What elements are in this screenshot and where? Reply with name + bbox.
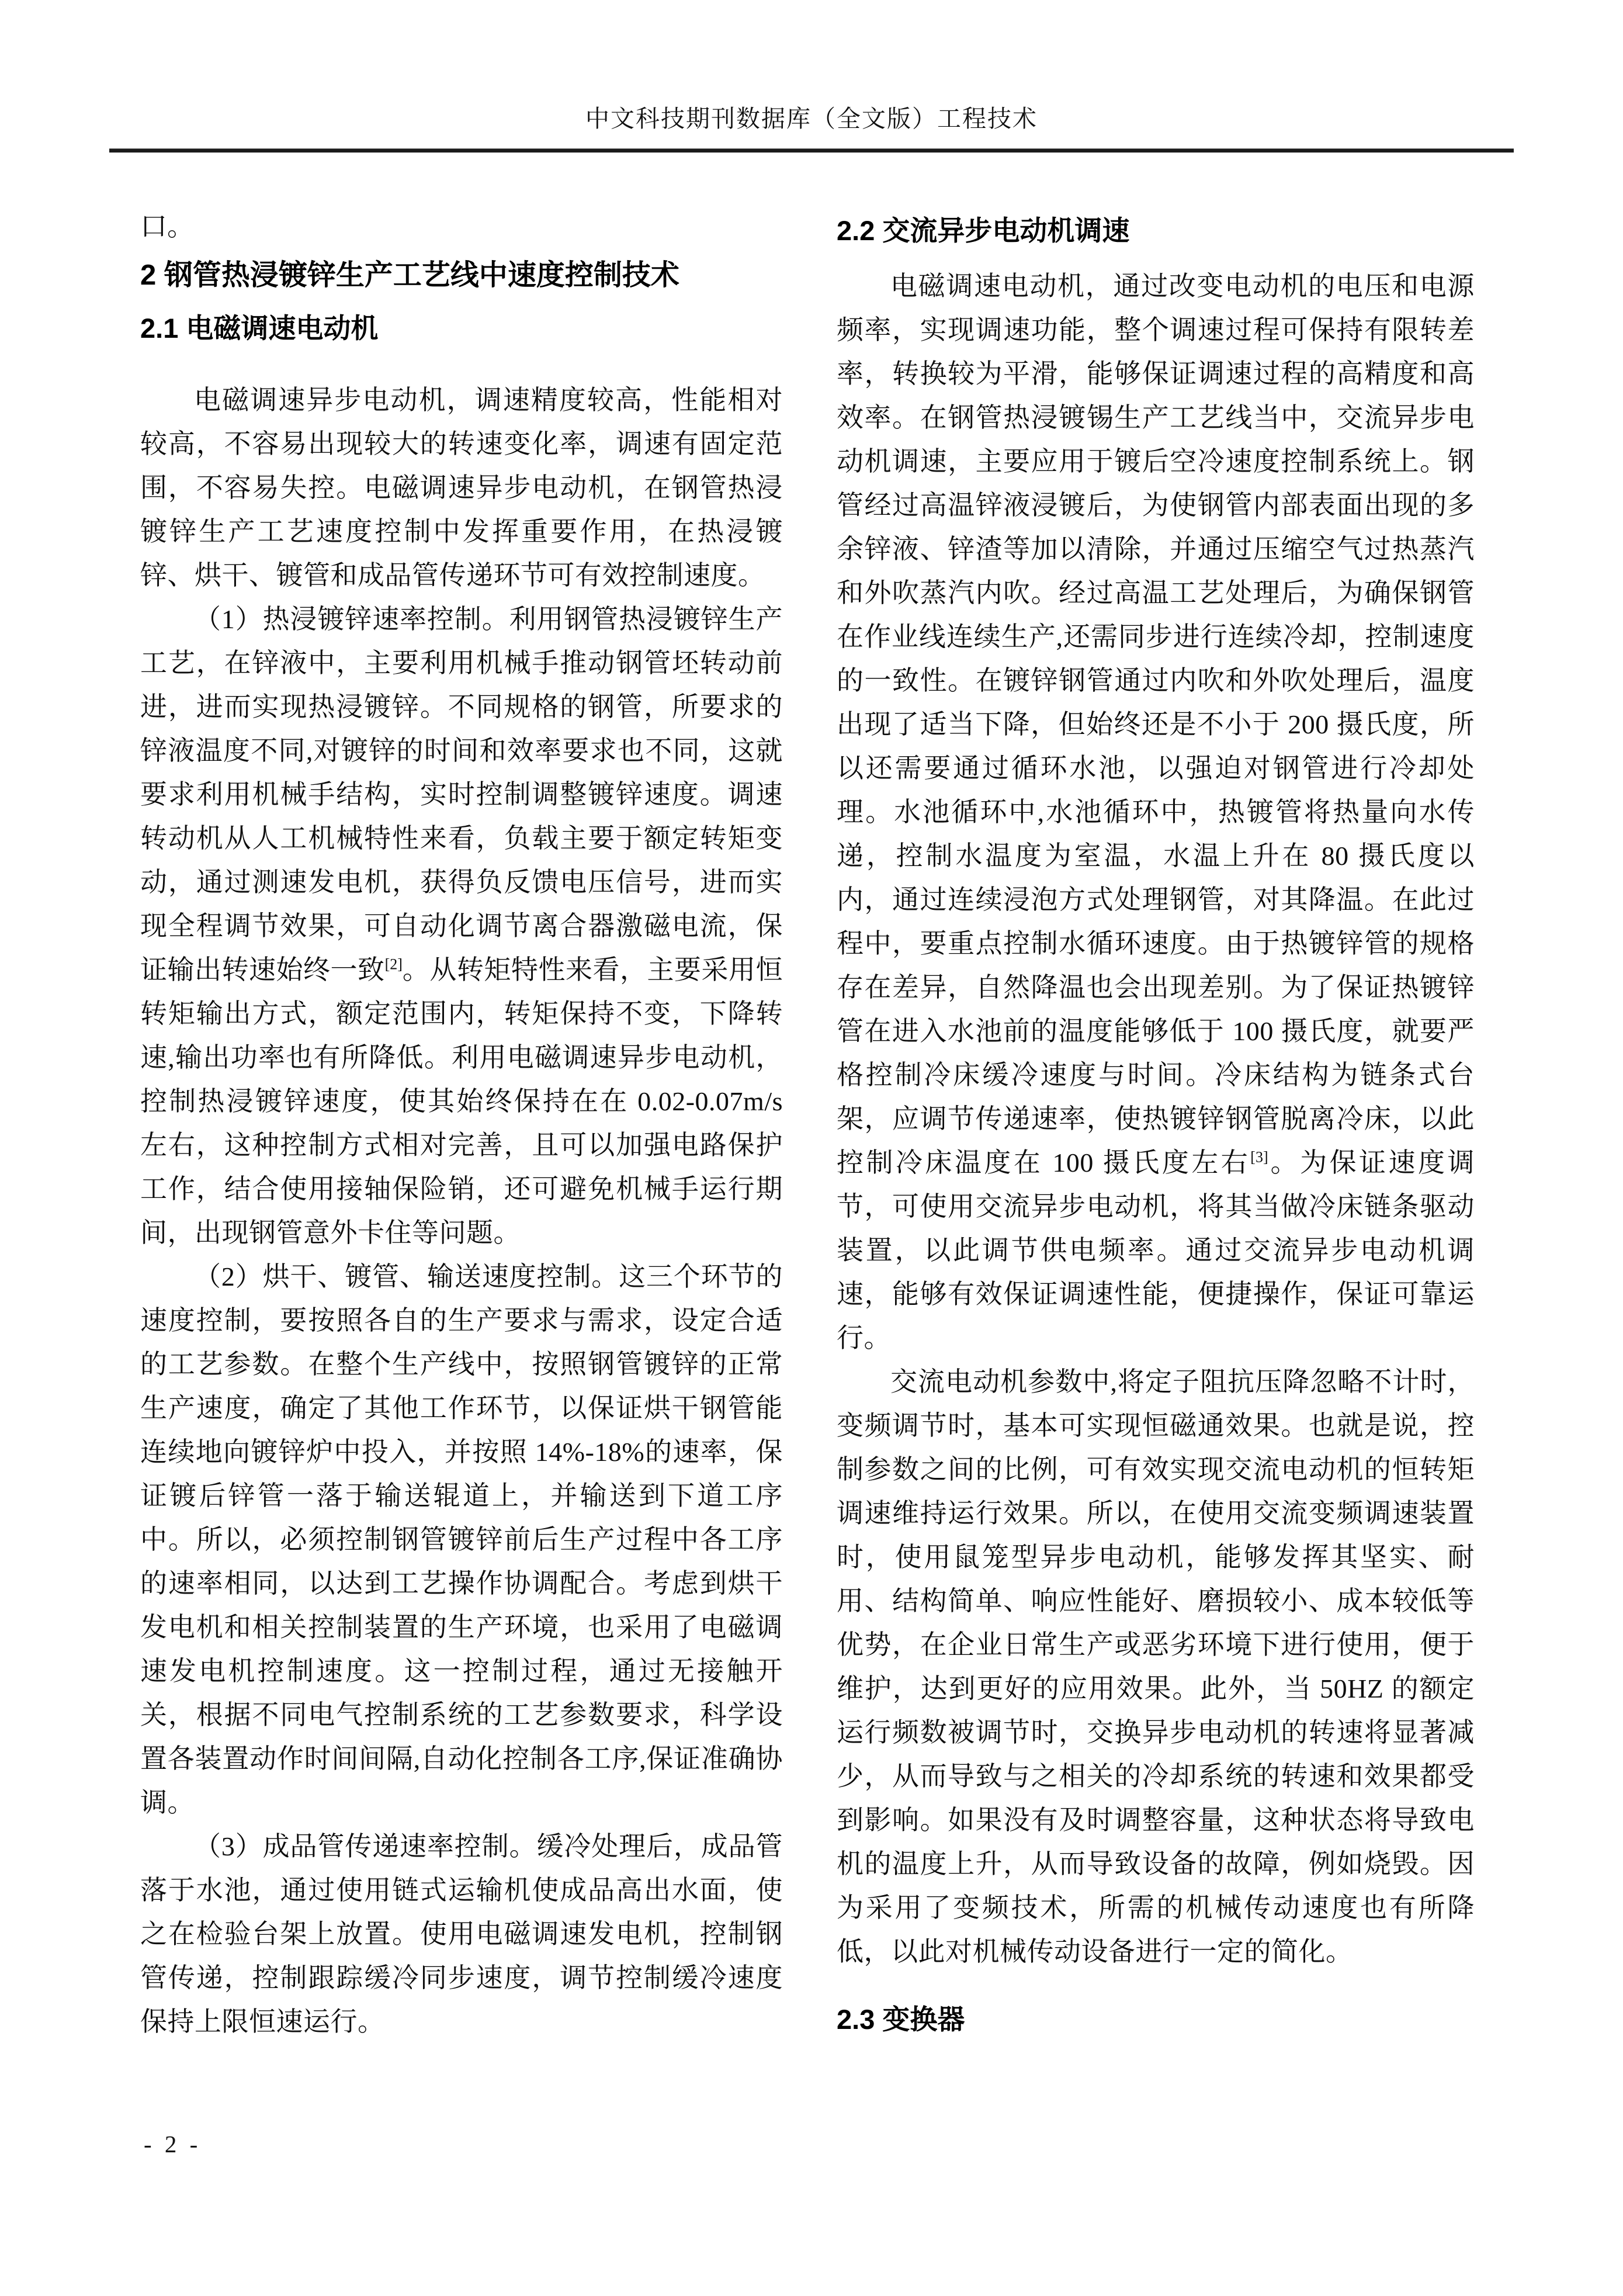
body-paragraph: 交流电动机参数中,将定子阻抗压降忽略不计时，变频调节时，基本可实现恒磁通效果。也就是说，控制参数之间的比例，可有效实现交流电动机的恒转矩调速维持运行效果。所以，在使用交流变频调速装置时，使用鼠笼型异步电动机，能够发挥其坚实、耐用、结构简单、响应性能好、磨损较小、成本较低等优势，在企业日常生产或恶劣环境下进行使用，便于维护，达到更好的应用效果。此外，当 50HZ 的额定运行频数被调节时，交换异步电动机的转速将显著减少，从而导致与之相关的冷却系统的转速和效果都受到影响。如果没有及时调整容量，这种状态将导致电机的温度上升，从而导致设备的故障，例如烧毁。因为采用了变频技术，所需的机械传动速度也有所降低，以此对机械传动设备进行一定的简化。 <box>837 1367 1475 1966</box>
subsection-heading-2-3: 2.3 变换器 <box>837 2004 965 2035</box>
body-paragraph: （2）烘干、镀管、输送速度控制。这三个环节的速度控制，要按照各自的生产要求与需求，设定合适的工艺参数。在整个生产线中，按照钢管镀锌的正常生产速度，确定了其他工作环节，以保证烘干钢管能连续地向镀锌炉中投入，并按照 14%-18%的速率，保证镀后锌管一落于输送辊道上，并输送到下道工序中。所以，必须控制钢管镀锌前后生产过程中各工序的速率相同，以达到工艺操作协调配合。考虑到烘干发电机和相关控制装置的生产环境，也采用了电磁调速发电机控制速度。这一控制过程，通过无接触开关，根据不同电气控制系统的工艺参数要求，科学设置各装置动作时间间隔,自动化控制各工序,保证准确协调。 <box>140 1262 783 1817</box>
right-column <box>837 205 1475 2046</box>
citation-ref: [2] <box>384 955 403 973</box>
left-column <box>140 205 783 2044</box>
page-number: - 2 - <box>144 2131 202 2158</box>
section-heading-2: 2 钢管热浸镀锌生产工艺线中速度控制技术 <box>140 259 679 291</box>
journal-header-title: 中文科技期刊数据库（全文版）工程技术 <box>585 105 1038 132</box>
left-column-body <box>140 378 783 2044</box>
citation-ref: [3] <box>1250 1148 1268 1166</box>
subsection-heading-2-1: 2.1 电磁调速电动机 <box>140 313 379 344</box>
right-column-body <box>837 264 1475 1973</box>
body-paragraph: 电磁调速异步电动机，调速精度较高，性能相对较高，不容易出现较大的转速变化率，调速有固定范围，不容易失控。电磁调速异步电动机，在钢管热浸镀锌生产工艺速度控制中发挥重要作用，在热浸镀锌、烘干、镀管和成品管传递环节可有效控制速度。 <box>140 385 783 590</box>
body-paragraph: （3）成品管传递速率控制。缓冷处理后，成品管落于水池，通过使用链式运输机使成品高出水面，使之在检验台架上放置。使用电磁调速发电机，控制钢管传递，控制跟踪缓冷同步速度，调节控制缓冷速度保持上限恒速运行。 <box>140 1831 783 2037</box>
body-paragraph: （1）热浸镀锌速率控制。利用钢管热浸镀锌生产工艺，在锌液中，主要利用机械手推动钢管坯转动前进，进而实现热浸镀锌。不同规格的钢管，所要求的锌液温度不同,对镀锌的时间和效率要求也不同，这就要求利用机械手结构，实时控制调整镀锌速度。调速转动机从人工机械特性来看，负载主要于额定转矩变动，通过测速发电机，获得负反馈电压信号，进而实现全程调节效果，可自动化调节离合器激磁电流，保证输出转速始终一致[2]。从转矩特性来看，主要采用恒转矩输出方式，额定范围内，转矩保持不变，下降转速,输出功率也有所降低。利用电磁调速异步电动机，控制热浸镀锌速度，使其始终保持在在 0.02-0.07m/s 左右，这种控制方式相对完善，且可以加强电路保护工作，结合使用接轴保险销，还可避免机械手运行期间，出现钢管意外卡住等问题。 <box>140 604 783 1248</box>
carryover-text: 口。 <box>140 212 194 241</box>
body-paragraph: 电磁调速电动机，通过改变电动机的电压和电源频率，实现调速功能，整个调速过程可保持有限转差率，转换较为平滑，能够保证调速过程的高精度和高效率。在钢管热浸镀锡生产工艺线当中，交流异步电动机调速，主要应用于镀后空冷速度控制系统上。钢管经过高温锌液浸镀后，为使钢管内部表面出现的多余锌液、锌渣等加以清除，并通过压缩空气过热蒸汽和外吹蒸汽内吹。经过高温工艺处理后，为确保钢管在作业线连续生产,还需同步进行连续冷却，控制速度的一致性。在镀锌钢管通过内吹和外吹处理后，温度出现了适当下降，但始终还是不小于 200 摄氏度，所以还需要通过循环水池，以强迫对钢管进行冷却处理。水池循环中,水池循环中，热镀管将热量向水传递，控制水温度为室温，水温上升在 80 摄氏度以内，通过连续浸泡方式处理钢管，对其降温。在此过程中，要重点控制水循环速度。由于热镀锌管的规格存在差异，自然降温也会出现差别。为了保证热镀锌管在进入水池前的温度能够低于 100 摄氏度，就要严格控制冷床缓冷速度与时间。冷床结构为链条式台架，应调节传递速率，使热镀锌钢管脱离冷床，以此控制冷床温度在 100 摄氏度左右[3]。为保证速度调节，可使用交流异步电动机，将其当做冷床链条驱动装置，以此调节供电频率。通过交流异步电动机调速，能够有效保证调速性能，便捷操作，保证可靠运行。 <box>837 271 1475 1353</box>
subsection-heading-2-2: 2.2 交流异步电动机调速 <box>837 215 1130 246</box>
header-divider <box>109 148 1514 153</box>
